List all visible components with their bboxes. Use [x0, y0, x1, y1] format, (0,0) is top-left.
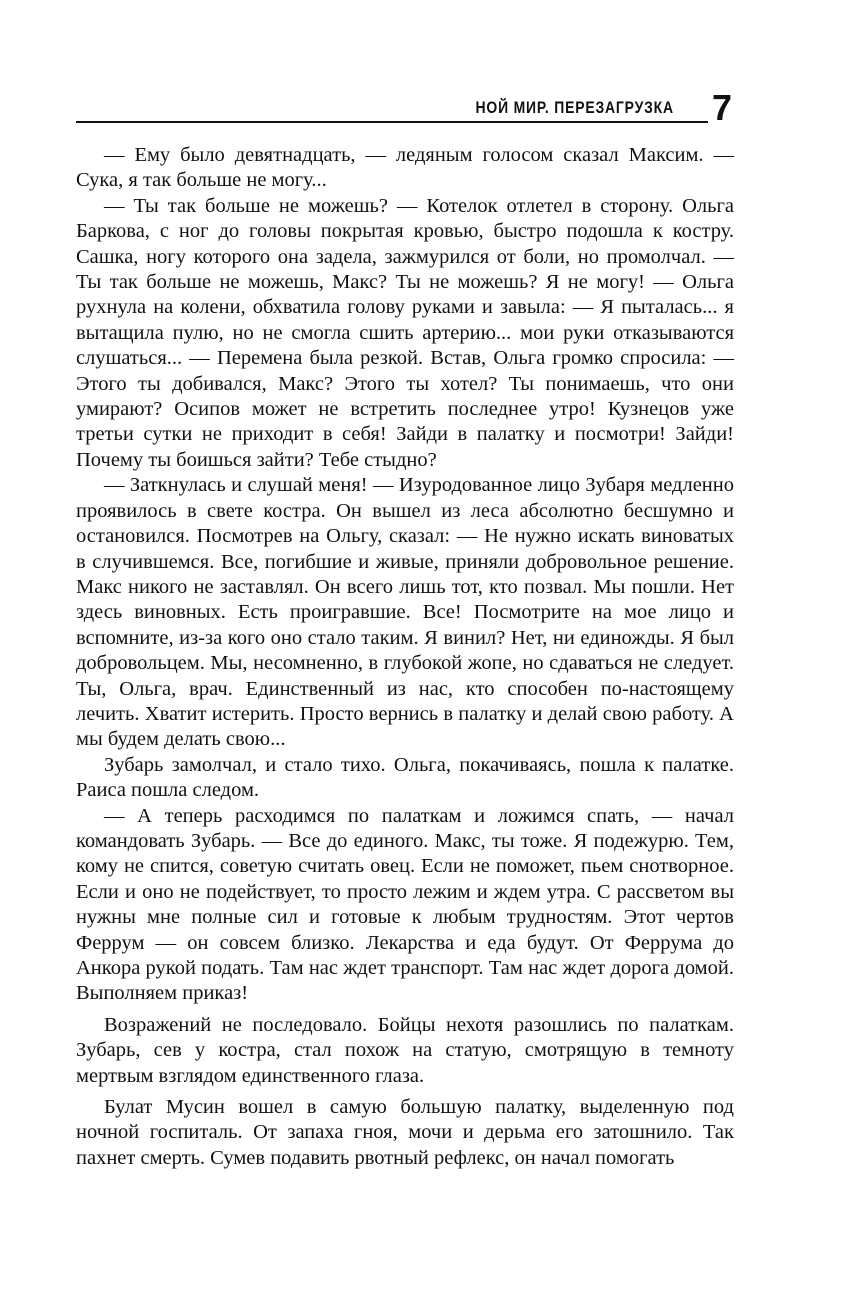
paragraph: — Ты так больше не можешь? — Котелок отлетел в сторону. Ольга Баркова, с ног до головы покрытая кровью, быстро подошла к костру. Сашка, ногу которого она задела, зажмурился от боли, но промолчал. — Ты так больше не можешь, Макс? Ты не можешь? Я не могу! — Ольга рухнула на колени, обхватила голову руками и завыла: — Я пыталась... я вытащила пулю, но не смогла сшить артерию... мои руки отказываются слушаться... — Перемена была резкой. Встав, Ольга громко спросила: — Этого ты добивался, Макс? Этого ты хотел? Ты понимаешь, что они умирают? Осипов может не встретить последнее утро! Кузнецов уже третьи сутки не приходит в себя! Зайди в палатку и посмотри! Зайди! Почему ты боишься зайти? Тебе стыдно?	[76, 194, 734, 471]
paragraph: — А теперь расходимся по палаткам и ложимся спать, — начал командовать Зубарь. — Все до единого. Макс, ты тоже. Я подежурю. Тем, кому не спится, советую считать овец. Если не поможет, пьем снотворное. Если и оно не подействует, то просто лежим и ждем утра. С рассветом вы нужны мне полные сил и готовые к любым трудностям. Этот чертов Феррум — он совсем близко. Лекарства и еда будут. От Феррума до Анкора рукой подать. Там нас ждет транспорт. Там нас ждет дорога домой. Выполняем приказ!	[76, 804, 734, 1005]
page-number: 7	[711, 87, 732, 128]
body-text	[76, 143, 734, 1171]
paragraph: — Ему было девятнадцать, — ледяным голосом сказал Максим. — Сука, я так больше не могу...	[76, 144, 734, 192]
paragraph: Зубарь замолчал, и стало тихо. Ольга, покачиваясь, пошла к палатке. Раиса пошла следом.	[76, 753, 734, 802]
paragraph: Булат Мусин вошел в самую большую палатку, выделенную под ночной госпиталь. От запаха гноя, мочи и дерьма его затошнило. Так пахнет смерть. Сумев подавить рвотный рефлекс, он начал помогать	[76, 1096, 734, 1169]
running-title: НОЙ МИР. ПЕРЕЗАГРУЗКА	[475, 98, 674, 117]
header-rule	[76, 121, 708, 123]
running-head	[76, 87, 736, 132]
paragraph: — Заткнулась и слушай меня! — Изуродованное лицо Зубаря медленно проявилось в свете костра. Он вышел из леса абсолютно бесшумно и остановился. Посмотрев на Ольгу, сказал: — Не нужно искать виноватых в случившемся. Все, погибшие и живые, приняли добровольное решение. Макс никого не заставлял. Он всего лишь тот, кто позвал. Мы пошли. Нет здесь виновных. Есть проигравшие. Все! Посмотрите на мое лицо и вспомните, из-за кого оно стало таким. Я винил? Нет, ни единожды. Я был добровольцем. Мы, несомненно, в глубокой жопе, но сдаваться не следует. Ты, Ольга, врач. Единственный из нас, кто способен по-настоящему лечить. Хватит истерить. Просто вернись в палатку и делай свою работу. А мы будем делать свою...	[76, 474, 734, 751]
paragraph: Возражений не последовало. Бойцы нехотя разошлись по палаткам. Зубарь, сев у костра, стал похож на статую, смотрящую в темноту мертвым взглядом единственного глаза.	[76, 1013, 734, 1087]
